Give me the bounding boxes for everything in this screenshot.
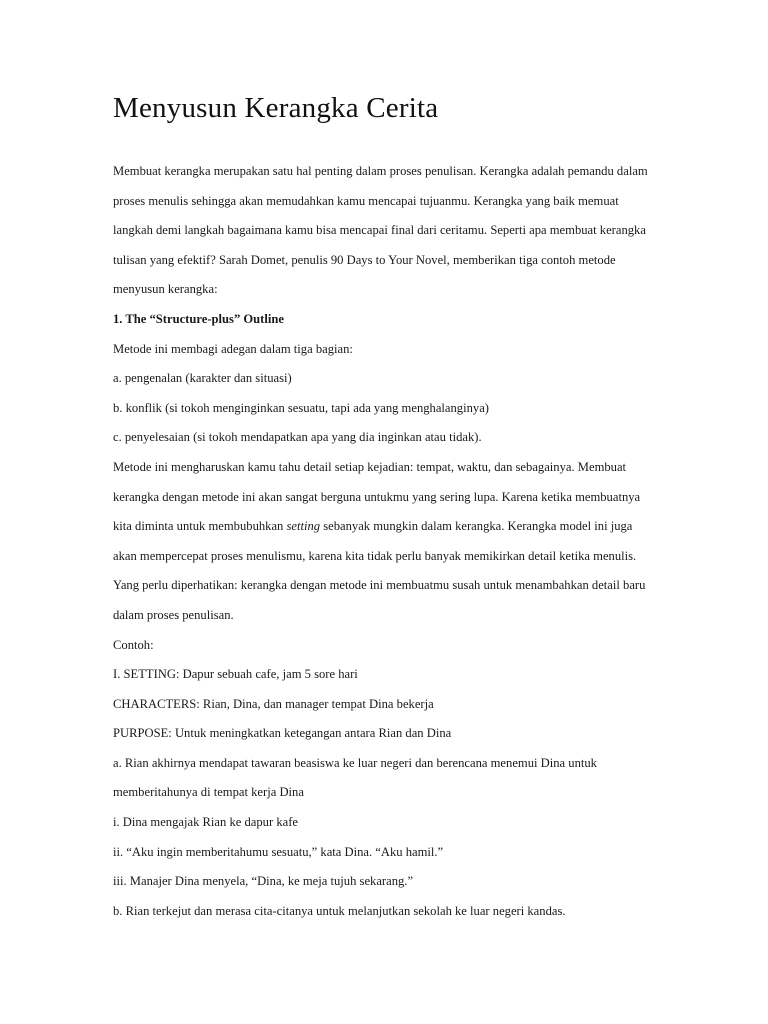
example-line: PURPOSE: Untuk meningkatkan ketegangan antara Rian dan Dina [113, 726, 452, 741]
list-item: c. penyelesaian (si tokoh mendapatkan apa yang dia inginkan atau tidak). [113, 430, 482, 445]
example-line: I. SETTING: Dapur sebuah cafe, jam 5 sore hari [113, 667, 358, 682]
example-line: a. Rian akhirnya mendapat tawaran beasiswa ke luar negeri dan berencana menemui Dina untuk memberitahunya di tempat kerja Dina [113, 755, 597, 800]
list-item: a. pengenalan (karakter dan situasi) [113, 371, 292, 386]
method-description [113, 453, 653, 571]
example-line: b. Rian terkejut dan merasa cita-citanya untuk melanjutkan sekolah ke luar negeri kandas. [113, 903, 566, 918]
document-title: Menyusun Kerangka Cerita [113, 92, 439, 124]
section-lead: Metode ini membagi adegan dalam tiga bagian: [113, 341, 353, 356]
method-description-end: sebanyak mungkin dalam kerangka. Kerangka model ini juga akan mempercepat proses menulismu, karena kita tidak perlu banyak memikirkan detail ketika menulis. [113, 519, 637, 563]
intro-paragraph: Membuat kerangka merupakan satu hal penting dalam proses penulisan. Kerangka adalah pemandu dalam proses menulis sehingga akan memudahkan kamu mencapai tujuanmu. Kerangka yang baik memuat langkah demi langkah bagaimana kamu bisa mencapai final dari ceritamu. Seperti apa membuat kerangka tulisan yang efektif? Sarah Domet, penulis 90 Days to Your Novel, memberikan tiga contoh metode menyusun kerangka: [113, 164, 648, 297]
setting-term: setting [286, 519, 321, 534]
example-label: Contoh: [113, 637, 154, 652]
list-item: b. konflik (si tokoh menginginkan sesuatu, tapi ada yang menghalanginya) [113, 400, 489, 415]
example-line: ii. “Aku ingin memberitahumu sesuatu,” kata Dina. “Aku hamil.” [113, 844, 444, 859]
example-line: i. Dina mengajak Rian ke dapur kafe [113, 815, 298, 830]
example-line: CHARACTERS: Rian, Dina, dan manager tempat Dina bekerja [113, 696, 434, 711]
section-heading: 1. The “Structure-plus” Outline [113, 311, 284, 326]
example-line: iii. Manajer Dina menyela, “Dina, ke meja tujuh sekarang.” [113, 874, 414, 889]
document-body [113, 157, 653, 926]
method-description-start: Metode ini mengharuskan kamu tahu detail setiap kejadian: tempat, waktu, dan sebagainya. Membuat kerangka dengan metode ini akan sangat berguna untukmu yang sering lupa. Karena ketika membuatnya kita diminta untuk membubuhkan [113, 459, 641, 534]
method-note: Yang perlu diperhatikan: kerangka dengan metode ini membuatmu susah untuk menambahkan detail baru dalam proses penulisan. [113, 578, 646, 622]
